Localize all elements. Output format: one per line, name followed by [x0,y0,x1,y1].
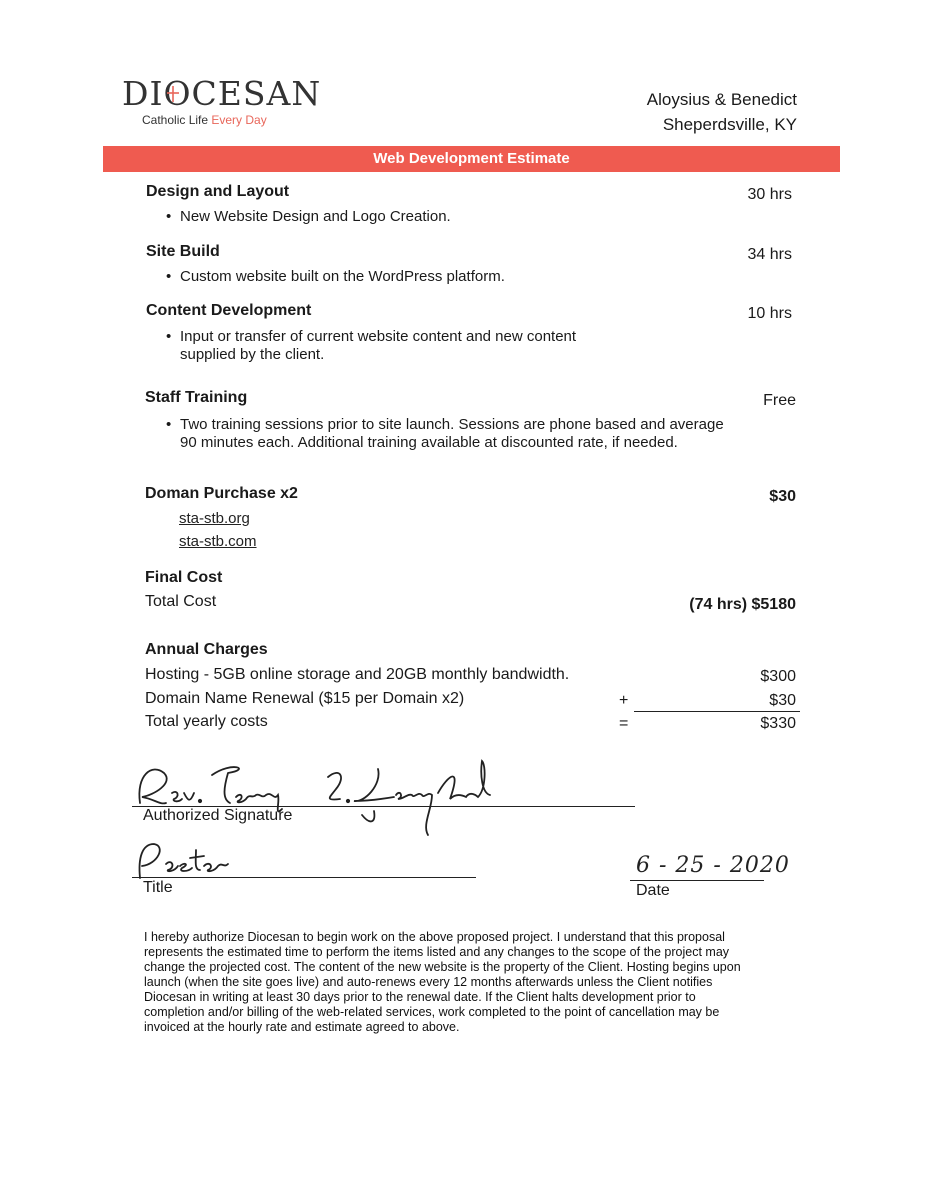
bullet-text: Input or transfer of current website content and new content supplied by the client. [180,328,577,363]
item-hours-training: Free [763,392,796,409]
domain-link-org[interactable]: sta-stb.org [179,510,250,527]
client-block [647,87,797,137]
date-label: Date [636,882,670,899]
annual-row-label: Total yearly costs [145,713,268,730]
bullet-text: Two training sessions prior to site launch. Sessions are phone based and average 90 minutes each. Additional training available at discounted rate, if needed. [180,416,724,451]
logo-wordmark: DIOCESAN [122,74,322,113]
item-bullet-design [166,208,740,226]
item-title-site-build: Site Build [146,243,220,260]
annual-row-operator: = [619,715,629,732]
annual-row-value: $300 [760,668,796,685]
logo-tagline [142,113,267,127]
handwritten-date: 6 - 25 - 2020 [636,853,790,878]
annual-row-label: Hosting - 5GB online storage and 20GB monthly bandwidth. [145,666,570,683]
total-cost-value: (74 hrs) $5180 [689,596,796,613]
bullet-dot: • [166,268,172,285]
domain-purchase-title: Doman Purchase x2 [145,485,298,502]
bullet-dot: • [166,416,172,433]
disclaimer-line: I hereby authorize Diocesan to begin work on the above proposed project. I understand that this proposal [144,930,725,944]
authorization-disclaimer [144,930,804,1035]
disclaimer-line: invoiced at the hourly rate and estimate agreed to above. [144,1020,460,1034]
handwritten-title [130,838,250,880]
item-title-design: Design and Layout [146,183,290,200]
title-line [132,877,476,878]
logo-tagline-accent: Every Day [211,113,267,127]
client-location: Sheperdsville, KY [662,115,797,134]
logo-tagline-main: Catholic Life [142,113,212,127]
item-title-content: Content Development [146,302,312,319]
bullet-dot: • [166,208,172,225]
date-line [630,880,764,881]
page-title: Web Development Estimate [373,150,570,167]
bullet-text: Custom website built on the WordPress platform. [180,268,505,285]
domain-link-com[interactable]: sta-stb.com [179,533,257,550]
title-label: Title [143,879,173,896]
annual-row-operator: + [619,692,629,709]
disclaimer-line: completion and/or billing of the web-related services, work completed to the point of cancellation may be [144,1005,720,1019]
final-cost-title: Final Cost [145,569,223,586]
disclaimer-line: represents the estimated time to perform the items listed and any changes to the scope of the project may [144,945,730,959]
item-hours-site-build: 34 hrs [747,246,792,263]
item-hours-content: 10 hrs [747,305,792,322]
handwritten-signature [132,755,502,840]
bullet-dot: • [166,328,172,345]
client-name: Aloysius & Benedict [646,90,797,109]
signature-label: Authorized Signature [143,807,293,824]
disclaimer-line: Diocesan in writing at least 30 days prior to the renewal date. If the Client halts development prior to [144,990,696,1004]
annual-charges-title: Annual Charges [145,641,268,658]
sum-divider [634,711,800,712]
annual-row-label: Domain Name Renewal ($15 per Domain x2) [145,690,465,707]
disclaimer-line: launch (when the site goes live) and auto-renews every 12 months afterwards unless the Client notifies [144,975,713,989]
domain-purchase-price: $30 [769,488,796,505]
bullet-text: New Website Design and Logo Creation. [180,208,451,225]
annual-row-value: $30 [769,692,796,709]
total-cost-label: Total Cost [145,593,217,610]
item-bullet-site-build [166,268,740,286]
item-bullet-content [166,328,620,364]
item-hours-design: 30 hrs [747,186,792,203]
logo-cross-icon [163,82,183,106]
item-title-training: Staff Training [145,389,248,406]
annual-row-value: $330 [760,715,796,732]
disclaimer-line: change the projected cost. The content of the new website is the property of the Client. Hosting begins upon [144,960,741,974]
item-bullet-training [166,416,735,452]
